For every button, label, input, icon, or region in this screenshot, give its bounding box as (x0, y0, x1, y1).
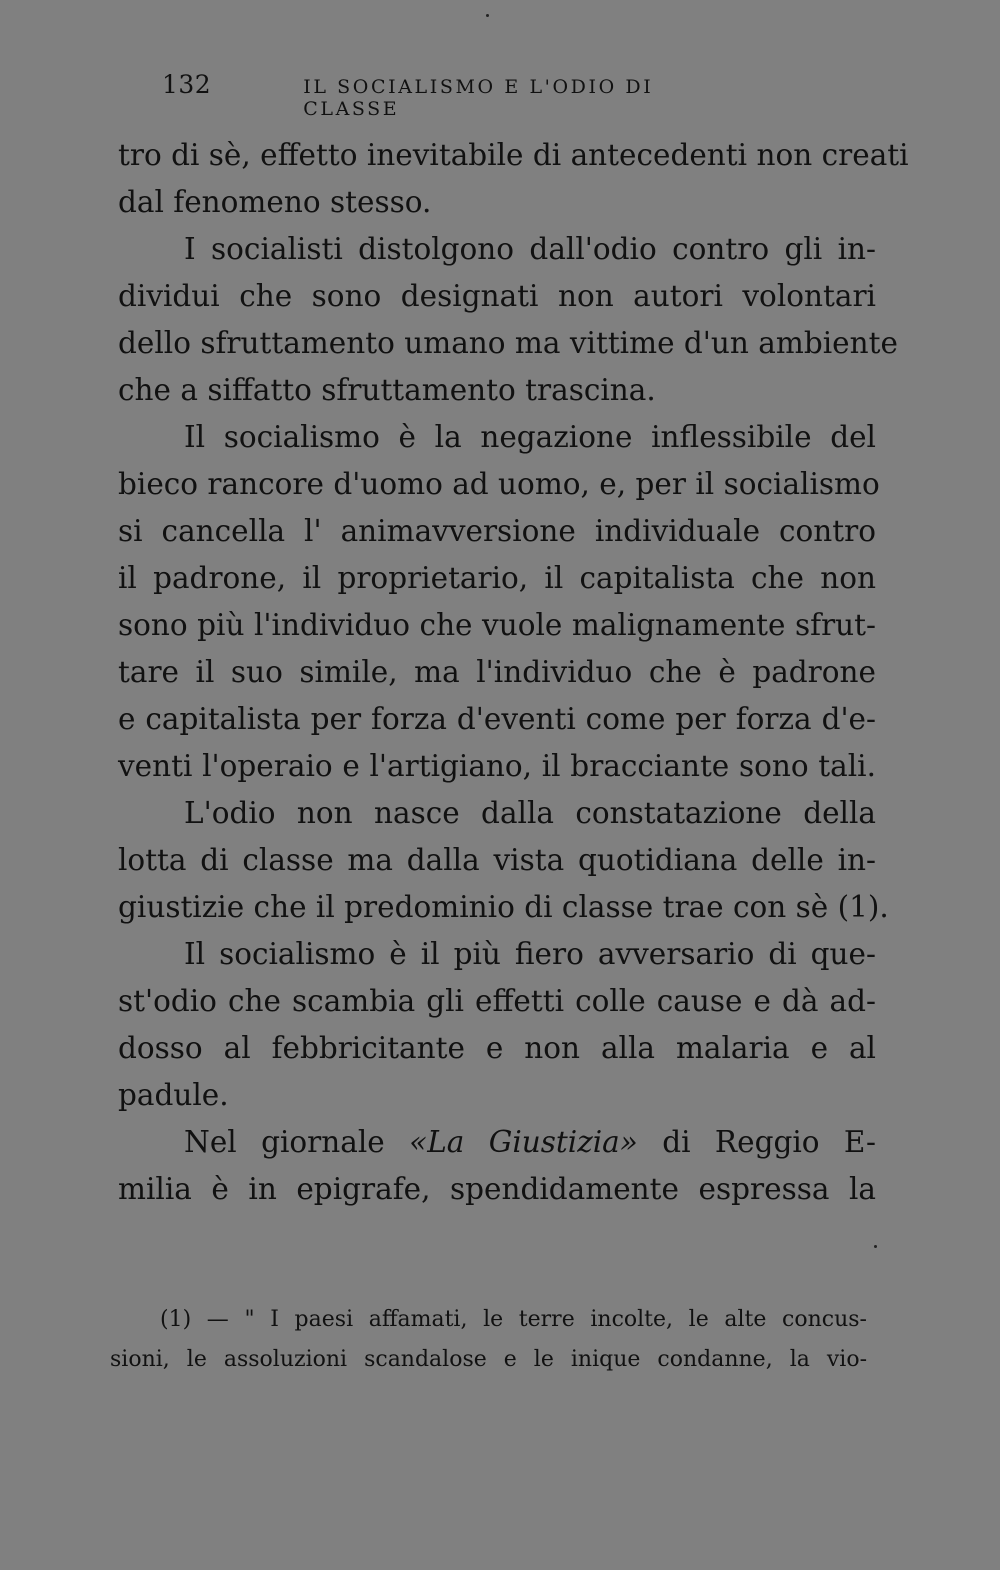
text-line: giustizie che il predominio di classe trae con sè (1). (118, 890, 889, 924)
text-segment: di Reggio E- (662, 1125, 876, 1159)
print-speck (874, 1245, 877, 1248)
text-line: dal fenomeno stesso. (118, 185, 432, 219)
text-line: si cancella l' animavversione individuale contro (118, 514, 876, 548)
text-line: I socialisti distolgono dall'odio contro gli in- (184, 232, 876, 266)
text-line: L'odio non nasce dalla constatazione della (184, 796, 876, 830)
page-number: 132 (162, 70, 212, 99)
footnote-line: sioni, le assoluzioni scandalose e le inique condanne, la vio- (110, 1347, 867, 1372)
footnote-line: (1) — " I paesi affamati, le terre incolte, le alte concus- (160, 1307, 867, 1332)
text-line: lotta di classe ma dalla vista quotidiana delle in- (118, 843, 876, 877)
text-line: st'odio che scambia gli effetti colle cause e dà ad- (118, 984, 876, 1018)
body-text (118, 132, 909, 1213)
running-title: IL SOCIALISMO E L'ODIO DI CLASSE (303, 76, 654, 120)
print-speck (486, 14, 489, 17)
text-line: Il socialismo è la negazione inflessibile del (184, 420, 876, 454)
text-line: venti l'operaio e l'artigiano, il bracciante sono tali. (118, 749, 876, 783)
text-line: sono più l'individuo che vuole malignamente sfrut- (118, 608, 876, 642)
text-line: bieco rancore d'uomo ad uomo, e, per il socialismo (118, 467, 880, 501)
text-line: padule. (118, 1078, 229, 1112)
page-header (162, 70, 722, 120)
text-line: tro di sè, effetto inevitabile di antecedenti non creati (118, 138, 909, 172)
text-segment: Nel giornale (184, 1125, 385, 1159)
text-line: milia è in epigrafe, spendidamente espressa la (118, 1172, 876, 1206)
text-line: che a siffatto sfruttamento trascina. (118, 373, 656, 407)
text-line: il padrone, il proprietario, il capitalista che non (118, 561, 876, 595)
text-line: tare il suo simile, ma l'individuo che è padrone (118, 655, 876, 689)
text-line: dosso al febbricitante e non alla malaria e al (118, 1031, 876, 1065)
newspaper-title: «La Giustizia» (409, 1125, 638, 1159)
text-line: Il socialismo è il più fiero avversario di que- (184, 937, 876, 971)
text-line: dello sfruttamento umano ma vittime d'un ambiente (118, 326, 898, 360)
text-line: dividui che sono designati non autori volontari (118, 279, 876, 313)
text-line: e capitalista per forza d'eventi come per forza d'e- (118, 702, 876, 736)
footnote (110, 1300, 867, 1380)
text-line (118, 1119, 876, 1166)
